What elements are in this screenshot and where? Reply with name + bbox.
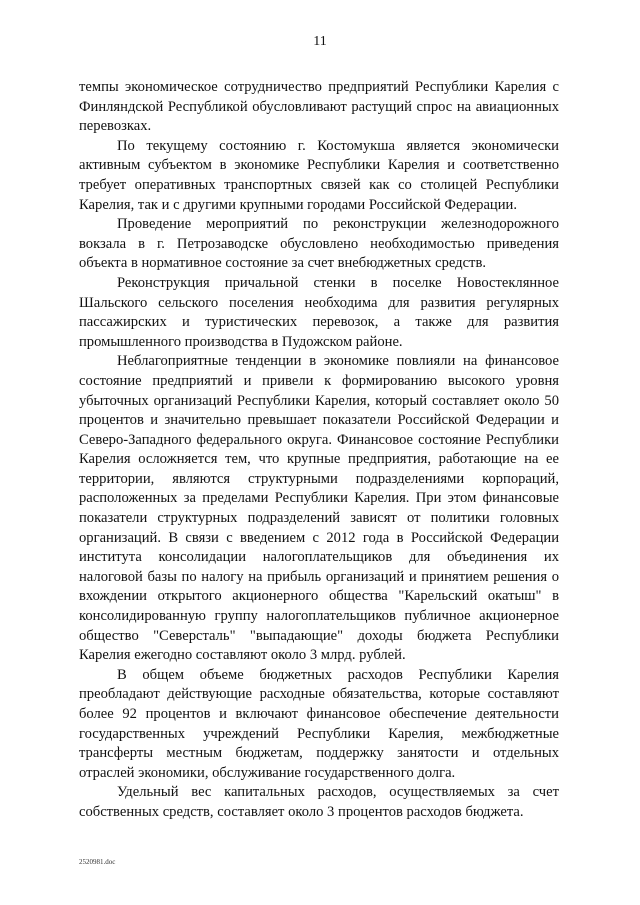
paragraph-railway-station: Проведение мероприятий по реконструкции железнодорожного вокзала в г. Петрозаводске обусловлено необходимостью приведения объекта в нормативное состояние за счет внебюджетных средств.: [79, 216, 559, 272]
paragraph-kostomuksha: По текущему состоянию г. Костомукша является экономически активным субъектом в экономике Республики Карелия и соответственно требует оперативных транспортных связей как со столицей Республики Карелия, так и с другими крупными городами Российской Федерации.: [79, 137, 559, 213]
document-body: [79, 78, 559, 823]
paragraph-pier-reconstruction: Реконструкция причальной стенки в поселке Новостеклянное Шальского сельского поселения необходима для развития регулярных пассажирских и туристических перевозок, а также для развития промышленного производства в Пудожском районе.: [79, 274, 559, 350]
paragraph-capital-expenditures: Удельный вес капитальных расходов, осуществляемых за счет собственных средств, составляет около 3 процентов расходов бюджета.: [79, 784, 559, 820]
paragraph-budget-expenditures: В общем объеме бюджетных расходов Республики Карелия преобладают действующие расходные обязательства, которые составляют более 92 процентов и включают финансовое обеспечение деятельности государственных учреждений Республики Карелия, межбюджетные трансферты местным бюджетам, поддержку занятости и отдельных отраслей экономики, обслуживание государственного долга.: [79, 666, 559, 781]
page-number: 11: [313, 34, 327, 49]
paragraph-continuation: темпы экономическое сотрудничество предприятий Республики Карелия с Финляндской Республикой обусловливают растущий спрос на авиационных перевозках.: [79, 79, 559, 135]
footer-filename: 2520981.doc: [79, 858, 116, 866]
paragraph-economic-tendencies: Неблагоприятные тенденции в экономике повлияли на финансовое состояние предприятий и привели к формированию высокого уровня убыточных организаций Республики Карелия, который составляет около 50 процентов и значительно превышает показатели Российской Федерации и Северо-Западного федерального округа. Финансовое состояние Республики Карелия осложняется тем, что крупные предприятия, работающие на ее территории, являются структурными подразделениями корпораций, расположенных за пределами Республики Карелия. При этом финансовые показатели структурных подразделений зависят от политики головных организаций. В связи с введением с 2012 года в Российской Федерации института консолидации налогоплательщиков для объединения их налоговой базы по налогу на прибыль организаций и принятием решения о вхождении открытого акционерного общества "Карельский окатыш" в консолидированную группу налогоплательщиков публичное акционерное общество "Северсталь" "выпадающие" доходы бюджета Республики Карелия ежегодно составляют около 3 млрд. рублей.: [79, 353, 559, 664]
